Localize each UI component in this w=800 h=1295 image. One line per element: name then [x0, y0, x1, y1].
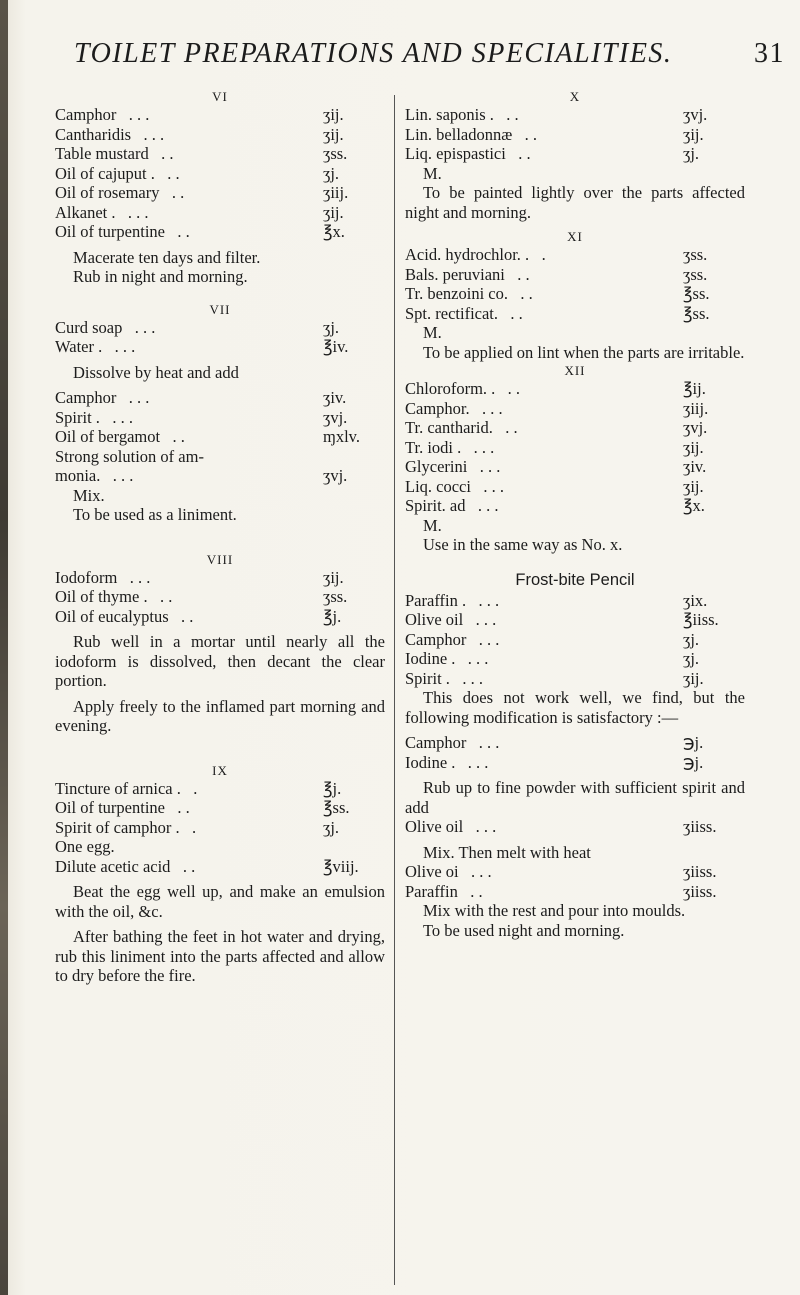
ingredient-name: Oil of bergamot . . [55, 427, 185, 446]
ingredient-row [405, 284, 745, 304]
leader-dots: . . . [114, 337, 136, 356]
ingredient-quantity: ʒij. [683, 437, 704, 457]
ingredient-name: Strong solution of am- [55, 446, 204, 466]
leader-dots: . . . [478, 733, 500, 752]
recipe-number-x: X [569, 89, 581, 104]
ingredient-name: Iodine . . . . [405, 649, 489, 668]
frost-bite-step-2: Mix. Then melt with heat [423, 842, 591, 862]
ingredient-name: Oil of turpentine . . [55, 798, 190, 817]
ingredient-quantity: ℥j. [323, 778, 342, 798]
ingredient-quantity: ʒss. [683, 264, 708, 284]
recipe-viii-instructions: Rub well in a mortar until nearly all the iodoform is dissolved, then decant the clear portion. [55, 632, 385, 690]
ingredient-row [405, 610, 745, 630]
ingredient-row [405, 630, 745, 650]
ingredient-name: Alkanet . . . . [55, 202, 149, 222]
ingredient-quantity: ʒss. [683, 245, 708, 264]
ingredient-quantity: ʒj. [323, 317, 340, 337]
ingredient-name: Spirit. ad . . . [405, 496, 499, 515]
ingredient-row [55, 144, 385, 164]
leader-dots: . . [167, 163, 180, 183]
leader-dots: . . [161, 144, 174, 163]
ingredient-quantity: ʒss. [323, 144, 348, 163]
ingredient-row [405, 304, 745, 324]
ingredient-name: Glycerini . . . [405, 457, 501, 476]
ingredient-quantity: ℥iiss. [683, 610, 719, 629]
recipe-vii-ingredients [55, 318, 385, 357]
ingredient-row [55, 203, 385, 223]
ingredient-row [55, 183, 385, 203]
ingredient-row [55, 318, 385, 338]
ingredient-name: Camphor . . . [405, 629, 500, 649]
leader-dots: . . . [128, 388, 150, 407]
ingredient-quantity: ℥ss. [323, 798, 350, 817]
recipe-vi-ingredients [55, 105, 385, 242]
ingredient-row [55, 568, 385, 588]
ingredient-name: Acid. hydrochlor. . . [405, 245, 546, 264]
leader-dots: . . [470, 881, 483, 901]
leader-dots: . . . [467, 752, 489, 772]
leader-dots: . . [520, 284, 533, 303]
recipe-vi-note-2: Rub in night and morning. [73, 267, 248, 286]
leader-dots: . . . [475, 610, 497, 629]
recipe-number-xii: XII [564, 363, 586, 378]
recipe-number-ix: IX [212, 762, 228, 778]
ingredient-row [405, 669, 745, 689]
ingredient-row [405, 144, 745, 164]
ingredient-row [405, 477, 745, 497]
leader-dots: . . . [473, 437, 495, 457]
recipe-ix-instructions: Beat the egg well up, and make an emulsion with the oil, &c. [55, 882, 385, 921]
leader-dots: . . [507, 379, 521, 398]
recipe-number-vii: VII [209, 301, 231, 317]
ingredient-name: Spirit . . . . [405, 668, 483, 688]
leader-dots: . [541, 245, 546, 264]
ingredient-row [55, 447, 385, 467]
recipe-ix-ingredients [55, 779, 385, 877]
ingredient-name: monia. . . . [55, 466, 134, 485]
recipe-xi-ingredients [405, 245, 745, 323]
ingredient-name: Oil of cajuput . . . [55, 163, 180, 183]
recipe-vii-note-2: To be used as a liniment. [73, 505, 237, 524]
ingredient-quantity: ʒiv. [323, 388, 347, 407]
ingredient-quantity: ʒvj. [683, 418, 708, 437]
recipe-vi-note: Macerate ten days and filter. [73, 247, 261, 267]
leader-dots: . [193, 778, 198, 798]
ingredient-row [55, 125, 385, 145]
ingredient-name: Spirit . . . . [55, 407, 133, 427]
ingredient-quantity: ʒiij. [683, 398, 709, 418]
leader-dots: . . [172, 427, 185, 446]
ingredient-name: Iodoform . . . [55, 567, 151, 587]
ingredient-name: One egg. [55, 837, 115, 856]
leader-dots: . . [159, 587, 173, 606]
recipe-number-viii: VIII [206, 551, 234, 567]
leader-dots: . . . [467, 649, 489, 668]
ingredient-name: Cantharidis . . . [55, 124, 165, 144]
leader-dots: . . [505, 418, 518, 437]
ingredient-quantity: ʒij. [323, 567, 344, 587]
frost-bite-usage: To be used night and morning. [423, 920, 625, 940]
leader-dots: . . . [477, 496, 499, 515]
ingredient-name: Curd soap . . . [55, 317, 156, 337]
ingredient-name: Olive oi . . . [405, 862, 492, 881]
ingredient-quantity: ʒiiss. [683, 862, 717, 881]
ingredient-quantity: ℥x. [323, 222, 345, 241]
ingredient-quantity: ℥ij. [683, 379, 706, 398]
recipe-xii-misce: M. [423, 515, 442, 535]
ingredient-quantity: ʒvj. [683, 105, 708, 124]
ingredient-quantity: ʒvj. [323, 407, 348, 427]
frost-bite-pencil-heading: Frost-bite Pencil [515, 570, 635, 589]
ingredient-quantity: ʒss. [323, 587, 348, 606]
leader-dots: . . . [143, 124, 165, 144]
binding-gutter [0, 0, 8, 1295]
leader-dots: . . [177, 222, 190, 241]
ingredient-row [405, 591, 745, 611]
frost-bite-olive-oil [405, 817, 745, 837]
ingredient-row [405, 105, 745, 125]
leader-dots: . . . [129, 567, 151, 587]
ingredient-row [405, 882, 745, 902]
column-divider [394, 95, 395, 1285]
header-title: TOILET PREPARATIONS AND SPECIALITIES. [74, 38, 673, 69]
leader-dots: . . . [479, 457, 501, 476]
recipe-xii-ingredients [405, 379, 745, 516]
ingredient-name: Paraffin . . [405, 881, 483, 901]
ingredient-row [405, 265, 745, 285]
ingredient-row [405, 399, 745, 419]
ingredient-row [405, 649, 745, 669]
recipe-ix-usage: After bathing the feet in hot water and drying, rub this liniment into the parts affected and allow to dry before the fire. [55, 927, 385, 985]
ingredient-row [405, 438, 745, 458]
leader-dots: . . . [134, 317, 156, 337]
ingredient-name: Spirit of camphor . . [55, 817, 197, 837]
ingredient-row [405, 862, 745, 882]
ingredient-name: Lin. belladonnæ . . [405, 124, 537, 144]
ingredient-row [55, 427, 385, 447]
ingredient-row [55, 164, 385, 184]
ingredient-name: Chloroform. . . . [405, 379, 521, 398]
ingredient-quantity: ʒij. [683, 476, 704, 496]
ingredient-name: Camphor . . . [55, 105, 150, 124]
recipe-vii-ingredients-2 [55, 388, 385, 447]
ingredient-row [405, 125, 745, 145]
ingredient-row [405, 496, 745, 516]
ingredient-row [55, 222, 385, 242]
ingredient-name: Liq. cocci . . . [405, 476, 504, 496]
ingredient-quantity: ʒj. [683, 629, 700, 649]
frost-bite-comment: This does not work well, we find, but the following modification is satisfactory :— [405, 688, 745, 727]
ingredient-row [405, 379, 745, 399]
frost-bite-modified-ingredients [405, 733, 745, 772]
ingredient-name: Oil of thyme . . . [55, 587, 173, 606]
ingredient-row [55, 388, 385, 408]
ingredient-quantity: ℥viij. [323, 856, 359, 876]
ingredient-name: Tincture of arnica . . [55, 778, 198, 798]
ingredient-quantity: ʒj. [683, 649, 700, 668]
leader-dots: . . . [128, 105, 150, 124]
frost-bite-step-1: Rub up to fine powder with sufficient spirit and add [405, 778, 745, 817]
ingredient-name: Camphor . . . [55, 388, 150, 407]
leader-dots: . . . [478, 629, 500, 649]
ingredient-row [405, 733, 745, 753]
right-column [405, 88, 745, 940]
leader-dots: . . [510, 303, 523, 323]
ingredient-name: Camphor . . . [405, 733, 500, 752]
leader-dots: . . . [475, 817, 497, 836]
recipe-viii-ingredients [55, 568, 385, 627]
left-column [55, 88, 385, 986]
running-header [74, 38, 785, 70]
ingredient-quantity: ʒiij. [323, 183, 349, 202]
ingredient-quantity: ʒij. [323, 202, 344, 222]
leader-dots: . . . [483, 476, 504, 496]
ingredient-name: Table mustard . . [55, 144, 174, 163]
frost-bite-ingredients [405, 591, 745, 689]
ingredient-quantity: ʒij. [683, 668, 704, 688]
ingredient-row [405, 418, 745, 438]
frost-bite-melt-ingredients [405, 862, 745, 901]
ingredient-name: Bals. peruviani . . [405, 264, 530, 284]
ingredient-name: Olive oil . . . [405, 610, 497, 629]
ingredient-row [55, 857, 385, 877]
ingredient-quantity: ℥x. [683, 496, 705, 515]
leader-dots: . . [177, 798, 190, 817]
ingredient-row [55, 798, 385, 818]
ingredient-quantity: ʒvj. [323, 466, 348, 485]
leader-dots: . . . [112, 407, 133, 427]
ingredient-quantity: ʒj. [323, 817, 340, 837]
leader-dots: . . . [127, 202, 149, 222]
leader-dots: . . . [482, 398, 503, 418]
leader-dots: . . . [478, 590, 500, 610]
leader-dots: . [192, 817, 197, 837]
ingredient-name: Camphor. . . . [405, 398, 503, 418]
leader-dots: . . [182, 856, 196, 876]
leader-dots: . . [181, 606, 194, 626]
ingredient-row [55, 337, 385, 357]
ingredient-quantity: ʒij. [323, 105, 344, 124]
ingredient-name: Olive oil . . . [405, 817, 497, 836]
ingredient-quantity: ʒij. [323, 124, 344, 144]
frost-bite-step-3: Mix with the rest and pour into moulds. [423, 901, 686, 920]
leader-dots: . . [506, 105, 519, 124]
recipe-number-xi: XI [567, 229, 583, 244]
leader-dots: . . [524, 124, 537, 144]
ingredient-quantity: ʒiiss. [683, 881, 717, 901]
ingredient-name: Oil of rosemary . . [55, 183, 185, 202]
recipe-number-vi: VI [212, 89, 228, 104]
ingredient-quantity: ʒj. [323, 163, 340, 183]
leader-dots: . . . [462, 668, 483, 688]
ingredient-name: Paraffin . . . . [405, 590, 500, 610]
recipe-x-ingredients [405, 105, 745, 164]
recipe-viii-usage: Apply freely to the inflamed part morning and evening. [55, 696, 385, 735]
ingredient-row [55, 408, 385, 428]
ingredient-row [55, 466, 385, 486]
ingredient-name: Dilute acetic acid . . [55, 856, 196, 876]
ingredient-row [405, 457, 745, 477]
ingredient-quantity: ℥ss. [683, 303, 710, 323]
ingredient-name: Oil of eucalyptus . . [55, 606, 194, 626]
ingredient-quantity: ɱxlv. [323, 427, 360, 446]
ingredient-name: Lin. saponis . . . [405, 105, 519, 124]
ingredient-row [55, 607, 385, 627]
leader-dots: . . [518, 144, 531, 163]
recipe-xi-usage: To be applied on lint when the parts are irritable. [423, 342, 745, 362]
ingredient-quantity: ℈j. [683, 733, 704, 752]
ingredient-name: Tr. iodi . . . . [405, 437, 495, 457]
ingredient-row [55, 779, 385, 799]
ingredient-row [55, 105, 385, 125]
ingredient-row [55, 818, 385, 838]
leader-dots: . . . [471, 862, 492, 881]
ingredient-name: Spt. rectificat. . . [405, 303, 523, 323]
ingredient-quantity: ℥iv. [323, 337, 349, 356]
ingredient-quantity: ʒiiss. [683, 817, 717, 836]
page-number: 31 [754, 38, 785, 69]
ingredient-row [55, 587, 385, 607]
ingredient-quantity: ℥ss. [683, 284, 710, 303]
ingredient-quantity: ʒij. [683, 124, 704, 144]
ingredient-name: Water . . . . [55, 337, 136, 356]
ingredient-name: Tr. benzoini co. . . [405, 284, 533, 303]
ingredient-quantity: ʒj. [683, 144, 700, 163]
ingredient-quantity: ʒix. [683, 590, 708, 610]
recipe-x-misce: M. [423, 163, 442, 183]
ingredient-name: Iodine . . . . [405, 752, 489, 772]
ingredient-row [55, 837, 385, 857]
leader-dots: . . [171, 183, 185, 202]
ingredient-quantity: ℥j. [323, 606, 342, 626]
recipe-vii-mix: Mix. [73, 485, 105, 505]
recipe-xi-misce: M. [423, 323, 442, 342]
ingredient-name: Tr. cantharid. . . [405, 418, 518, 437]
ingredient-name: Liq. epispastici . . [405, 144, 531, 163]
recipe-vii-note: Dissolve by heat and add [73, 362, 239, 382]
ingredient-row [405, 817, 745, 837]
recipe-xii-usage: Use in the same way as No. x. [423, 535, 623, 554]
ingredient-name: Oil of turpentine . . [55, 222, 190, 241]
ingredient-quantity: ℈j. [683, 752, 704, 772]
recipe-x-usage: To be painted lightly over the parts affected night and morning. [405, 183, 745, 222]
ingredient-quantity: ʒiv. [683, 457, 707, 476]
leader-dots: . . [517, 264, 530, 284]
ingredient-row [405, 245, 745, 265]
ingredient-row [405, 753, 745, 773]
